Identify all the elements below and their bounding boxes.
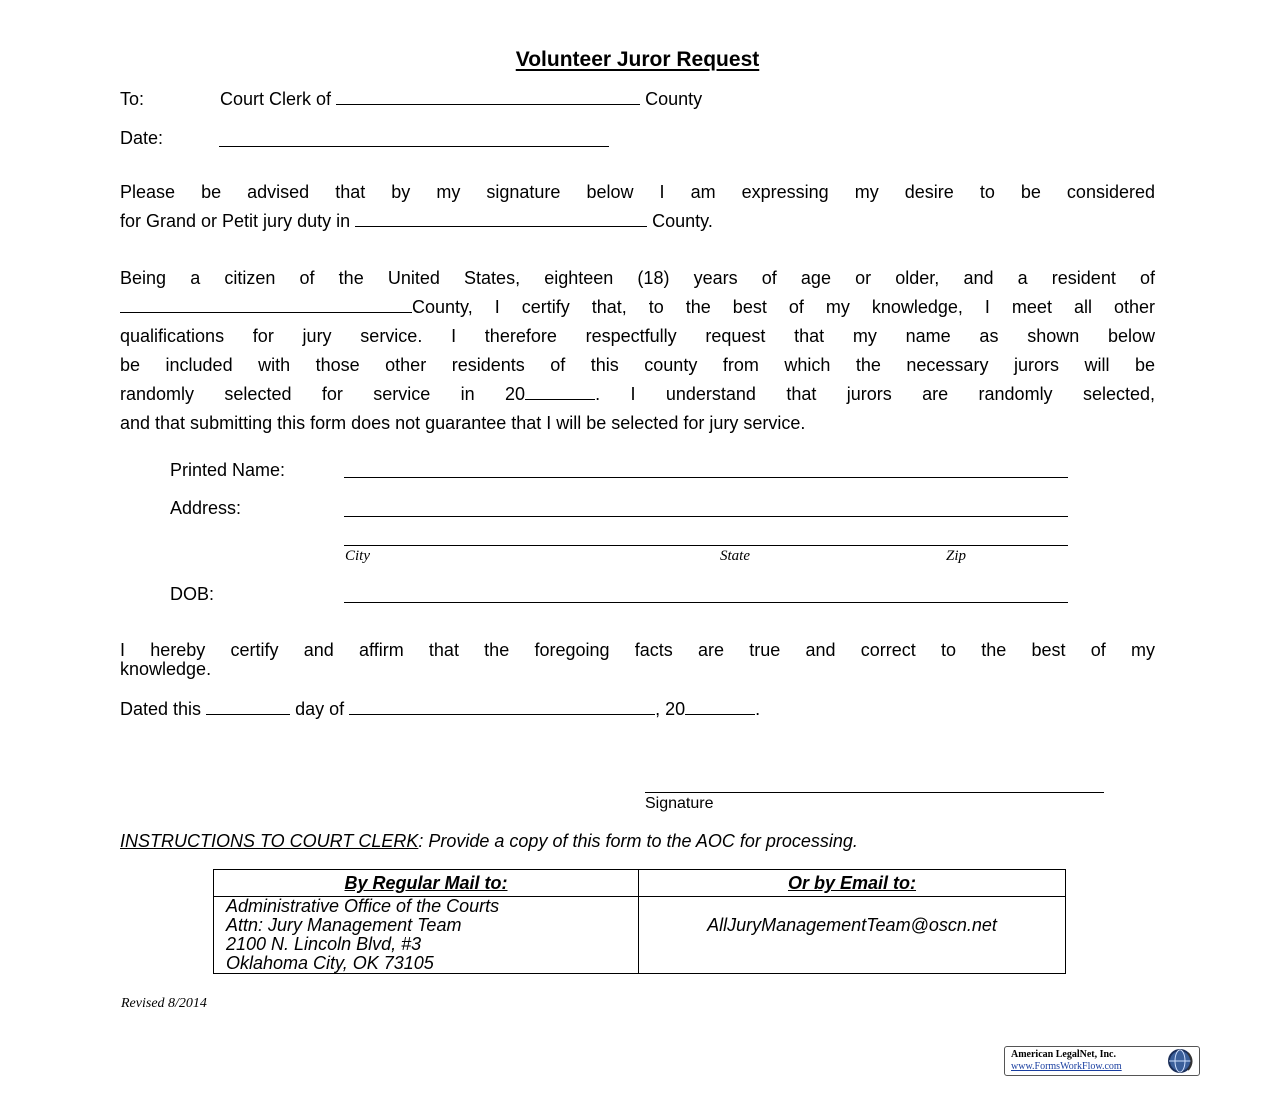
mail-table-body-row — [214, 897, 1066, 974]
instructions-line — [120, 830, 858, 852]
email-address[interactable]: AllJuryManagementTeam@oscn.net — [707, 915, 997, 935]
mail-table-header-row — [214, 870, 1066, 897]
para2-text-e: randomly selected for service in 20 — [120, 384, 526, 404]
dated-mid: day of — [295, 699, 345, 719]
month-blank[interactable] — [349, 698, 655, 715]
certify-line-a: I hereby certify and affirm that the foregoing facts are true and correct to the best of my — [120, 640, 1155, 660]
city-caption: City — [345, 548, 370, 564]
county-blank-resident[interactable] — [120, 296, 412, 313]
para2-text-b: County, I certify that, to the best of my knowledge, I meet all other — [412, 297, 1155, 317]
signature-blank[interactable] — [645, 792, 1104, 793]
para1-text-b: for Grand or Petit jury duty in — [120, 211, 351, 231]
county-blank-duty[interactable] — [355, 210, 647, 227]
county-blank-to[interactable] — [336, 88, 640, 105]
year-blank-service[interactable] — [525, 383, 595, 400]
email-header: Or by Email to: — [639, 870, 1066, 897]
revised-date: Revised 8/2014 — [121, 996, 207, 1011]
zip-caption: Zip — [946, 548, 967, 564]
para1-line-a: Please be advised that by my signature below I am expressing my desire to be considered — [120, 182, 1155, 202]
dob-blank[interactable] — [344, 602, 1068, 603]
para1-text-c: County. — [652, 211, 713, 231]
dated-pre: Dated this — [120, 699, 202, 719]
mail-table — [213, 869, 1066, 974]
para2-line-a: Being a citizen of the United States, eighteen (18) years of age or older, and a resident of — [120, 268, 1155, 288]
paragraph-request — [120, 178, 1155, 236]
date-blank[interactable] — [219, 146, 609, 147]
signature-label: Signature — [645, 795, 714, 812]
form-title: Volunteer Juror Request — [515, 48, 760, 71]
day-blank[interactable] — [206, 698, 290, 715]
para2-line-b — [120, 293, 1155, 322]
para2-line-d: be included with those other residents of this county from which the necessary jurors will be — [120, 355, 1155, 375]
dated-comma: , 20 — [655, 699, 686, 719]
city-state-zip-blank[interactable] — [344, 545, 1068, 546]
address-line: 2100 N. Lincoln Blvd, #3 — [226, 934, 422, 954]
dob-label: DOB: — [170, 584, 215, 604]
instructions-text: : Provide a copy of this form to the AOC for processing. — [418, 831, 858, 851]
printed-name-blank[interactable] — [344, 477, 1068, 478]
year-blank-dated[interactable] — [685, 698, 755, 715]
logo-company: American LegalNet, Inc. — [1011, 1049, 1116, 1060]
certify-line-b: knowledge. — [120, 659, 212, 679]
dated-end: . — [755, 699, 761, 719]
address-line: Attn: Jury Management Team — [226, 915, 462, 935]
para2-line-g: and that submitting this form does not guarantee that I will be selected for jury service. — [120, 413, 806, 433]
para2-line-c: qualifications for jury service. I therefore respectfully request that my name as shown below — [120, 326, 1155, 346]
american-legalnet-logo[interactable] — [1004, 1046, 1200, 1076]
address-line: Oklahoma City, OK 73105 — [226, 953, 434, 973]
logo-url: www.FormsWorkFlow.com — [1011, 1061, 1122, 1072]
para2-line-e — [120, 380, 1155, 409]
para2-text-f: . I understand that jurors are randomly selected, — [595, 384, 1155, 404]
to-text-pre: Court Clerk of — [220, 89, 332, 109]
printed-name-label: Printed Name: — [170, 460, 286, 480]
globe-icon — [1165, 1048, 1195, 1074]
to-text-post: County — [645, 89, 703, 109]
state-caption: State — [720, 548, 750, 564]
address-line: Administrative Office of the Courts — [226, 896, 500, 916]
para1-line-b — [120, 207, 1155, 236]
email-cell — [639, 897, 1066, 974]
certify-paragraph — [120, 641, 1155, 679]
address-label: Address: — [170, 498, 242, 518]
date-label: Date: — [120, 128, 164, 148]
mail-address-cell — [214, 897, 639, 974]
to-label: To: — [120, 89, 145, 109]
address-blank[interactable] — [344, 516, 1068, 517]
mail-header: By Regular Mail to: — [214, 870, 639, 897]
to-line — [220, 88, 702, 110]
paragraph-certify — [120, 264, 1155, 438]
dated-line — [120, 698, 760, 720]
instructions-label: INSTRUCTIONS TO COURT CLERK — [120, 831, 419, 851]
